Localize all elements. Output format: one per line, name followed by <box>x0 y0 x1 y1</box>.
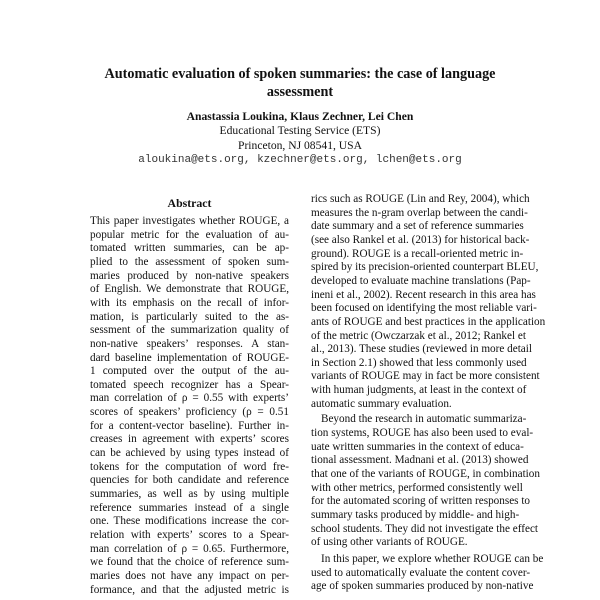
body-text-line: in Section 2.1) showed that less commonly used <box>311 356 527 369</box>
abstract-line: man correlation of ρ = 0.65. Furthermore, <box>90 542 289 555</box>
abstract-line: 1 computed over the output of the au- <box>90 365 289 378</box>
body-text-line: with other metrics, performed consistently well <box>311 481 523 494</box>
authors: Anastassia Loukina, Klaus Zechner, Lei Chen <box>186 110 414 123</box>
affiliation: Educational Testing Service (ETS) <box>219 124 381 137</box>
body-text-line: of the metric (Owczarzak et al., 2012; Rankel et <box>311 329 526 342</box>
body-text-line: measures the n-gram overlap between the candi- <box>311 206 528 219</box>
abstract-line: we found that the choice of reference sum- <box>90 556 289 569</box>
abstract-line: maries produced by non-native speakers <box>90 269 289 282</box>
abstract-line: one. These modifications increase the cor- <box>90 515 289 528</box>
author-emails: aloukina@ets.org, kzechner@ets.org, lchen@ets.org <box>138 154 462 166</box>
abstract-line: reference summaries instead of a single <box>90 501 289 514</box>
abstract-line: plied to the assessment of spoken sum- <box>90 255 289 268</box>
abstract-line: creases in agreement with experts’ scores <box>90 433 289 446</box>
abstract-line: formance, and that the adjusted metric is <box>90 583 289 596</box>
title-line-1: Automatic evaluation of spoken summaries: the case of language <box>104 66 496 82</box>
abstract-line: summaries, as well as by using multiple <box>90 488 289 500</box>
body-text-line: school students. They did not investigate the effect <box>311 522 539 535</box>
body-text-line: used to automatically evaluate the content cover- <box>311 566 531 579</box>
body-text-line: uate written summaries in the context of educa- <box>311 440 524 453</box>
paper-title <box>60 65 540 101</box>
body-text-line: automatic summary evaluation. <box>311 397 452 410</box>
body-text-line: for the automated scoring of written responses to <box>311 495 531 508</box>
abstract-line: non-native speakers’ responses. A stan- <box>90 337 289 350</box>
body-text-line: that one of the variants of ROUGE, in combination <box>311 468 540 480</box>
abstract-line: tokens for the computation of word fre- <box>90 460 289 473</box>
abstract-line: popular metric for the evaluation of au- <box>90 228 289 241</box>
body-text-line: with human judgments, at least in the context of <box>311 384 527 397</box>
body-text-line: date summary and a set of reference summaries <box>311 220 524 233</box>
abstract-line: with its emphasis on the recall of infor- <box>90 296 289 309</box>
abstract-line: tomated speech recognizer has a Spear- <box>90 378 289 391</box>
abstract-line: scores of speakers’ proficiency (ρ = 0.51 <box>90 406 289 419</box>
abstract-line: This paper investigates whether ROUGE, a <box>90 215 289 227</box>
body-text-line: rics such as ROUGE (Lin and Rey, 2004), which <box>311 193 530 205</box>
abstract-line: dard baseline implementation of ROUGE- <box>90 351 289 364</box>
abstract-line: mation, is particularly suited to the as- <box>90 310 289 323</box>
abstract-heading: Abstract <box>167 196 212 210</box>
abstract-line: tomated written summaries, can be ap- <box>90 242 289 255</box>
body-text-line: ants of ROUGE and best practices in the application <box>311 315 546 328</box>
body-text-line: been focused on identifying the most reliable vari- <box>311 302 537 315</box>
title-line-2: assessment <box>266 84 334 100</box>
body-text-line: In this paper, we explore whether ROUGE can be <box>321 552 544 565</box>
abstract-line: relation with experts’ scores to a Spear- <box>90 528 289 541</box>
body-text-line: summary tasks produced by middle- and high- <box>311 508 520 521</box>
address: Princeton, NJ 08541, USA <box>238 139 362 152</box>
body-text-line: ineni et al., 2002). Recent research in this area has <box>311 288 536 301</box>
abstract-line: for a content-vector baseline). Further in- <box>90 419 289 432</box>
body-text-line: developed to evaluate machine translations (Pap- <box>311 274 531 287</box>
body-text-line: spired by its precision-oriented counterpart BLEU, <box>311 261 539 274</box>
body-text-line: of using other variants of ROUGE. <box>311 536 468 549</box>
body-text-line: al., 2013). These studies (reviewed in more detail <box>311 343 532 356</box>
body-text-line: Beyond the research in automatic summariza- <box>321 413 527 426</box>
abstract-line: man correlation of ρ = 0.55 with experts’ <box>90 392 289 405</box>
body-text-line: ground). ROUGE is a recall-oriented metric in- <box>311 247 524 260</box>
abstract-line: maries does not have any impact on per- <box>90 569 289 582</box>
abstract-line: quencies for both candidate and reference <box>90 474 289 487</box>
body-text-line: (see also Rankel et al. (2013) for historical back- <box>311 233 530 246</box>
body-text-line: tional assessment. Madnani et al. (2013) showed <box>311 454 529 467</box>
abstract-line: of English. We demonstrate that ROUGE, <box>90 283 289 296</box>
body-text-line: tion systems, ROUGE has also been used to eval- <box>311 427 534 440</box>
body-text-line: age of spoken summaries produced by non-native <box>311 580 534 593</box>
abstract-line: can be achieved by using types instead of <box>90 447 289 460</box>
abstract-line: sessment of the summarization quality of <box>90 324 289 337</box>
body-text-line: variants of ROUGE may in fact be more consistent <box>311 370 540 383</box>
